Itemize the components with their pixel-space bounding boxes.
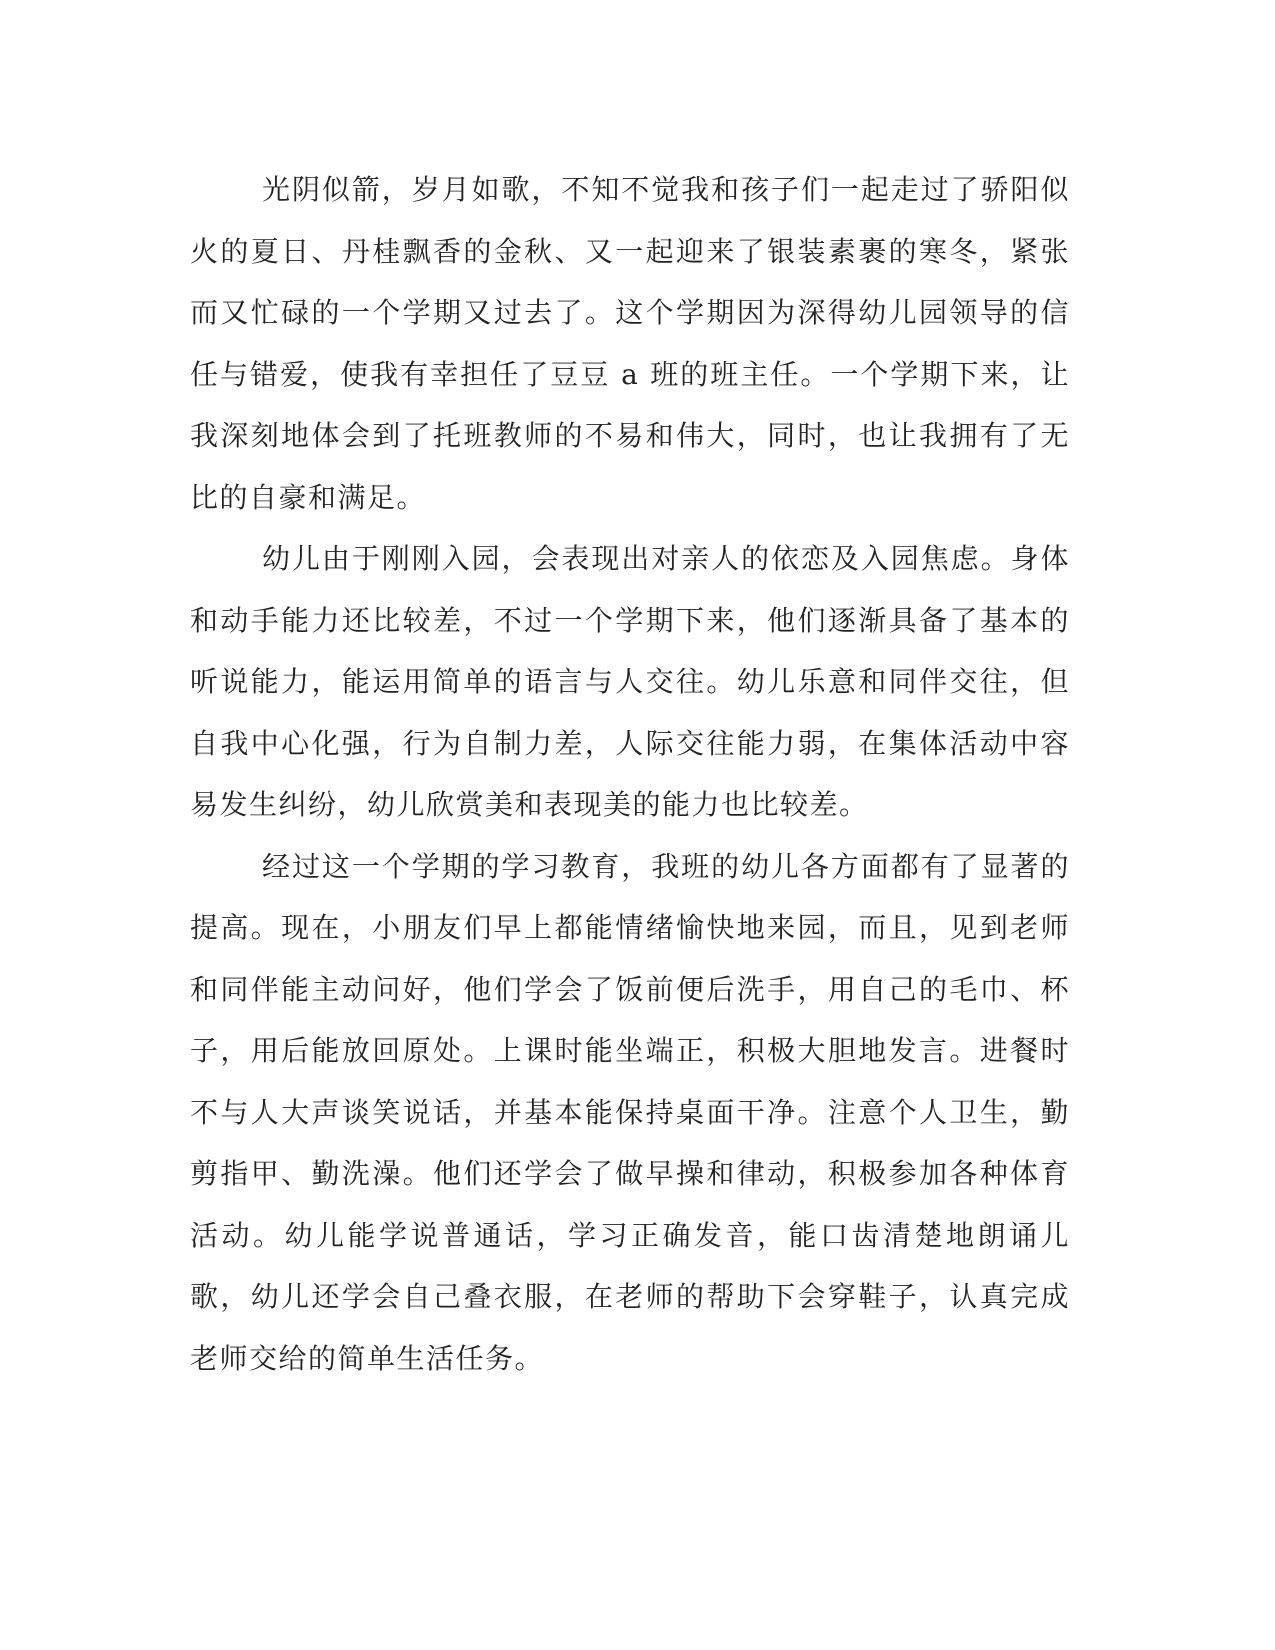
paragraph-2: 幼儿由于刚刚入园，会表现出对亲人的依恋及入园焦虑。身体和动手能力还比较差，不过一个学期下来，他们逐渐具备了基本的听说能力，能运用简单的语言与人交往。幼儿乐意和同伴交往，但自我中心化强，行为自制力差，人际交往能力弱，在集体活动中容易发生纠纷，幼儿欣赏美和表现美的能力也比较差。	[190, 542, 1070, 821]
document-body	[190, 159, 1070, 1389]
paragraph-3: 经过这一个学期的学习教育，我班的幼儿各方面都有了显著的提高。现在，小朋友们早上都能情绪愉快地来园，而且，见到老师和同伴能主动问好，他们学会了饭前便后洗手，用自己的毛巾、杯子，用后能放回原处。上课时能坐端正，积极大胆地发言。进餐时不与人大声谈笑说话，并基本能保持桌面干净。注意个人卫生，勤剪指甲、勤洗澡。他们还学会了做早操和律动，积极参加各种体育活动。幼儿能学说普通话，学习正确发音，能口齿清楚地朗诵儿歌，幼儿还学会自己叠衣服，在老师的帮助下会穿鞋子，认真完成老师交给的简单生活任务。	[190, 849, 1070, 1375]
paragraph-1: 光阴似箭，岁月如歌，不知不觉我和孩子们一起走过了骄阳似火的夏日、丹桂飘香的金秋、又一起迎来了银装素裹的寒冬，紧张而又忙碌的一个学期又过去了。这个学期因为深得幼儿园领导的信任与错爱，使我有幸担任了豆豆 a 班的班主任。一个学期下来，让我深刻地体会到了托班教师的不易和伟大，同时，也让我拥有了无比的自豪和满足。	[190, 173, 1070, 514]
